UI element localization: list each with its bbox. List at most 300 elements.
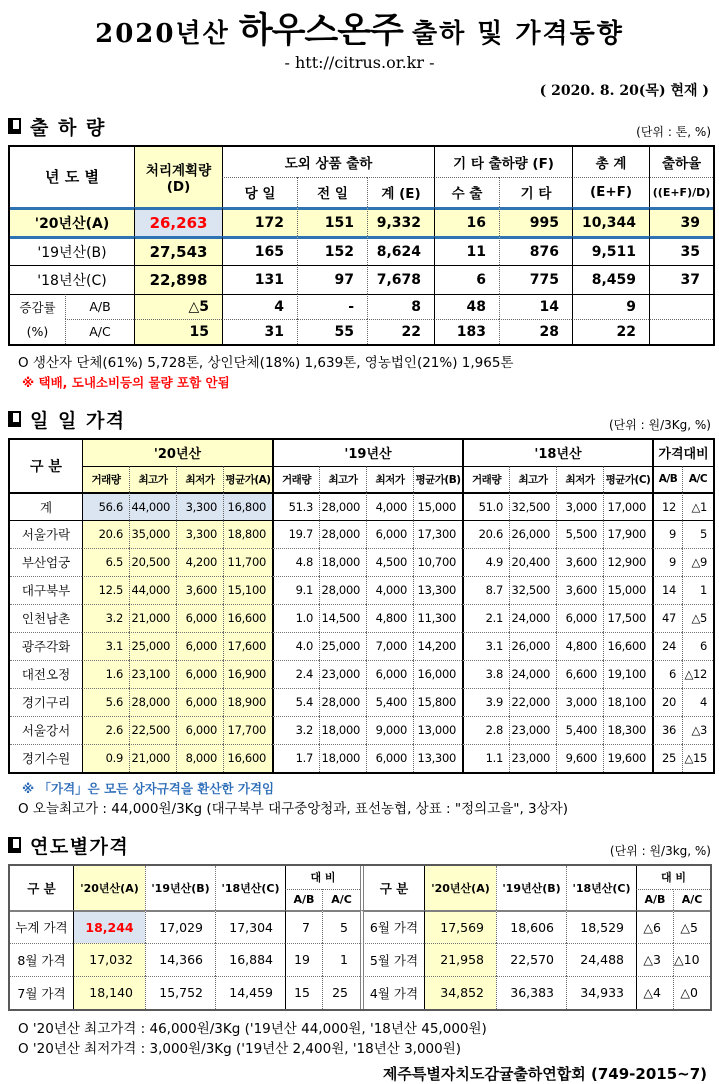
daily-section-title: [8, 406, 126, 433]
value-cell: 183: [434, 319, 499, 344]
value-cell: 18,000: [319, 716, 366, 744]
value-cell: 20,500: [129, 548, 176, 576]
value-cell: 3,600: [556, 548, 603, 576]
shipment-table: [8, 145, 715, 346]
col-group-price-compare: 가격대비: [652, 440, 713, 466]
value-cell: [649, 294, 713, 319]
compare-cell: △15: [682, 744, 713, 772]
value-cell: 6,000: [176, 716, 223, 744]
value-cell: 28,000: [319, 520, 366, 548]
col-group-etc-shipment: 기 타 출하량 (F): [434, 147, 572, 177]
value-cell: 24,000: [509, 604, 556, 632]
value-cell: △4: [636, 976, 673, 1009]
row-label: '19년산(B): [10, 236, 134, 265]
col-header-rate: 출하율: [649, 147, 713, 177]
daily-header-row2: [10, 466, 713, 492]
row-label: 누계 가격: [10, 910, 73, 943]
section-square-icon: [8, 118, 21, 134]
value-cell: 9,332: [367, 207, 434, 236]
col-group-year-2018: '18년산: [462, 440, 652, 466]
value-cell: 6,000: [366, 520, 413, 548]
value-cell: 15,000: [413, 492, 462, 520]
value-cell: 775: [499, 265, 572, 294]
shipment-table-row: [10, 236, 713, 265]
daily-price-row: [10, 576, 713, 604]
value-cell: 17,300: [413, 520, 462, 548]
value-cell: 1.0: [272, 604, 319, 632]
compare-cell: △5: [682, 604, 713, 632]
shipment-change-row: [10, 319, 713, 344]
value-cell: 23,000: [509, 744, 556, 772]
shipment-unit-label: (단위 : 톤, %): [636, 124, 711, 139]
col-header-ab: A/B: [636, 889, 673, 910]
value-cell: 14,366: [145, 943, 215, 976]
section-square-icon: [8, 411, 21, 427]
col-header-y18: '18년산(C): [215, 866, 285, 910]
value-cell: 25: [322, 976, 360, 1009]
value-cell: 20.6: [82, 520, 129, 548]
compare-cell: 20: [652, 688, 682, 716]
value-cell: 16,884: [215, 943, 285, 976]
daily-unit-label: (단위 : 원/3Kg, %): [608, 417, 711, 432]
shipment-header-row1: [10, 147, 713, 177]
note-season-low: O '20년산 최저가격 : 3,000원/3Kg ('19년산 2,400원, '18년산 3,000원): [18, 1040, 462, 1057]
value-cell: 22: [367, 319, 434, 344]
value-cell: 1: [322, 943, 360, 976]
daily-header-row1: [10, 440, 713, 466]
value-cell: 8,000: [176, 744, 223, 772]
value-cell: 13,000: [413, 716, 462, 744]
value-cell: 17,700: [223, 716, 272, 744]
value-cell: 6,000: [176, 604, 223, 632]
value-cell: 24,000: [509, 660, 556, 688]
daily-price-row: [10, 744, 713, 772]
value-cell: 26,000: [509, 520, 556, 548]
value-cell: 2.1: [462, 604, 509, 632]
value-cell: 8: [367, 294, 434, 319]
title-main: 하우스온주: [238, 11, 403, 51]
value-cell: △5: [673, 910, 710, 943]
col-header-high: 최고가: [319, 466, 366, 492]
as-of-date: ( 2020. 8. 20(목) 현재 ): [539, 82, 709, 99]
value-cell: 19: [285, 943, 322, 976]
col-header-year: 년 도 별: [45, 168, 99, 186]
value-cell: 6,000: [176, 660, 223, 688]
plan-cell: 26,263: [134, 207, 222, 236]
value-cell: 23,100: [129, 660, 176, 688]
plan-cell: 22,898: [134, 265, 222, 294]
row-label: 부산엄궁: [10, 548, 82, 576]
value-cell: 18,606: [496, 910, 566, 943]
daily-price-row: [10, 632, 713, 660]
value-cell: 23,000: [319, 660, 366, 688]
plan-cell: 15: [134, 319, 222, 344]
col-header-y19: '19년산(B): [145, 866, 215, 910]
value-cell: 12,900: [603, 548, 652, 576]
row-label: 8월 가격: [10, 943, 73, 976]
value-cell: 7,000: [366, 632, 413, 660]
value-cell: 13,300: [413, 744, 462, 772]
compare-cell: 24: [652, 632, 682, 660]
compare-cell: △9: [682, 548, 713, 576]
compare-cell: 47: [652, 604, 682, 632]
value-cell: 131: [222, 265, 297, 294]
shipment-section-title: [8, 113, 106, 140]
value-cell: 6,000: [176, 632, 223, 660]
value-cell: 15,000: [603, 576, 652, 604]
yearly-title-text: 연도별가격: [30, 835, 130, 858]
value-cell: 35: [649, 236, 713, 265]
value-cell: 21,958: [424, 943, 496, 976]
issuing-organization: 제주특별자치도감귤출하연합회 (749-2015~7): [382, 1064, 707, 1083]
value-cell: 9.1: [272, 576, 319, 604]
value-cell: 14,500: [319, 604, 366, 632]
value-cell: 5: [322, 910, 360, 943]
daily-price-table: [8, 438, 715, 774]
value-cell: 4,200: [176, 548, 223, 576]
daily-notes: [8, 779, 711, 819]
value-cell: 11: [434, 236, 499, 265]
value-cell: 37: [649, 265, 713, 294]
col-header-ab: A/B: [285, 889, 322, 910]
value-cell: 11,700: [223, 548, 272, 576]
note-season-high: O '20년산 최고가격 : 46,000원/3Kg ('19년산 44,000원, '18년산 45,000원): [18, 1020, 487, 1037]
value-cell: 17,600: [223, 632, 272, 660]
title-prefix: 2020년산: [95, 19, 230, 49]
value-cell: 97: [297, 265, 367, 294]
col-header-plan-line1: 처리계획량: [145, 162, 212, 179]
value-cell: 14: [499, 294, 572, 319]
row-label: 광주각화: [10, 632, 82, 660]
col-header-day: 당 일: [222, 177, 297, 207]
col-header-y18: '18년산(C): [566, 866, 636, 910]
value-cell: 9,600: [556, 744, 603, 772]
value-cell: 18,000: [319, 744, 366, 772]
value-cell: 5.4: [272, 688, 319, 716]
value-cell: 6,000: [176, 688, 223, 716]
value-cell: 24,488: [566, 943, 636, 976]
daily-price-row: [10, 660, 713, 688]
col-header-etc: 기 타: [499, 177, 572, 207]
col-header-ac: A/C: [322, 889, 360, 910]
value-cell: 4.8: [272, 548, 319, 576]
compare-cell: △1: [682, 492, 713, 520]
value-cell: 20,400: [509, 548, 556, 576]
value-cell: 16,000: [413, 660, 462, 688]
row-label: '18년산(C): [10, 265, 134, 294]
value-cell: 7,678: [367, 265, 434, 294]
value-cell: 19.7: [272, 520, 319, 548]
value-cell: 8,459: [572, 265, 649, 294]
value-cell: 18,800: [223, 520, 272, 548]
col-header-total-e: 계 (E): [367, 177, 434, 207]
value-cell: 34,933: [566, 976, 636, 1009]
value-cell: 22,570: [496, 943, 566, 976]
value-cell: 28,000: [319, 688, 366, 716]
value-cell: 25,000: [129, 632, 176, 660]
document-title: [8, 0, 711, 51]
value-cell: △0: [673, 976, 710, 1009]
col-group-year-2020: '20년산: [82, 440, 272, 466]
row-label: '20년산(A): [10, 207, 134, 236]
value-cell: 51.0: [462, 492, 509, 520]
value-cell: 18,300: [603, 716, 652, 744]
value-cell: 2.6: [82, 716, 129, 744]
value-cell: 17,000: [603, 492, 652, 520]
value-cell: 20.6: [462, 520, 509, 548]
value-cell: 5,400: [366, 688, 413, 716]
value-cell: 22: [572, 319, 649, 344]
value-cell: 172: [222, 207, 297, 236]
col-header-total-ef: (E+F): [572, 177, 649, 207]
value-cell: 17,304: [215, 910, 285, 943]
col-header-export: 수 출: [434, 177, 499, 207]
value-cell: -: [297, 294, 367, 319]
value-cell: △10: [673, 943, 710, 976]
daily-price-row: [10, 520, 713, 548]
row-label: 서울가락: [10, 520, 82, 548]
col-header-avg-c: 평균가(C): [603, 466, 652, 492]
shipment-table-row: [10, 265, 713, 294]
value-cell: 995: [499, 207, 572, 236]
value-cell: 17,500: [603, 604, 652, 632]
value-cell: 14,459: [215, 976, 285, 1009]
col-header-ac: A/C: [682, 466, 713, 492]
compare-cell: 6: [652, 660, 682, 688]
value-cell: 3,300: [176, 520, 223, 548]
value-cell: 56.6: [82, 492, 129, 520]
value-cell: 21,000: [129, 604, 176, 632]
col-group-compare: 대 비: [285, 866, 360, 889]
value-cell: 9: [572, 294, 649, 319]
value-cell: 35,000: [129, 520, 176, 548]
value-cell: 4.0: [272, 632, 319, 660]
value-cell: 26,000: [509, 632, 556, 660]
value-cell: 3.2: [272, 716, 319, 744]
note-price-conversion: ※ 「가격」은 모든 상자규격을 환산한 가격임: [22, 780, 275, 796]
value-cell: 22,500: [129, 716, 176, 744]
compare-cell: 12: [652, 492, 682, 520]
compare-cell: 25: [652, 744, 682, 772]
daily-price-row: [10, 548, 713, 576]
value-cell: 22,000: [509, 688, 556, 716]
value-cell: 3,600: [556, 576, 603, 604]
col-header-high: 최고가: [509, 466, 556, 492]
value-cell: 14,200: [413, 632, 462, 660]
col-header-low: 최저가: [176, 466, 223, 492]
value-cell: 16,600: [223, 744, 272, 772]
value-cell: 3.2: [82, 604, 129, 632]
value-cell: 28: [499, 319, 572, 344]
value-cell: 21,000: [129, 744, 176, 772]
compare-cell: 36: [652, 716, 682, 744]
value-cell: 4,000: [366, 492, 413, 520]
value-cell: 15,100: [223, 576, 272, 604]
daily-title-text: 일 일 가격: [30, 409, 126, 432]
value-cell: 6,000: [366, 660, 413, 688]
value-cell: 1.6: [82, 660, 129, 688]
yearly-section-title: [8, 832, 129, 859]
change-group-label: (%): [26, 323, 49, 339]
col-header-volume: 거래량: [82, 466, 129, 492]
value-cell: 17,900: [603, 520, 652, 548]
value-cell: 4: [222, 294, 297, 319]
daily-price-row: [10, 716, 713, 744]
compare-cell: 9: [652, 548, 682, 576]
col-header-avg-b: 평균가(B): [413, 466, 462, 492]
col-header-ab: A/B: [652, 466, 682, 492]
yearly-unit-label: (단위 : 원/3kg, %): [609, 843, 711, 858]
value-cell: 32,500: [509, 492, 556, 520]
value-cell: 16,900: [223, 660, 272, 688]
value-cell: 18,244: [73, 910, 145, 943]
col-header-plan: [134, 147, 222, 207]
value-cell: 3.1: [462, 632, 509, 660]
value-cell: 28,000: [129, 688, 176, 716]
value-cell: 3.8: [462, 660, 509, 688]
shipment-title-text: 출 하 량: [30, 116, 106, 139]
col-header-avg-a: 평균가(A): [223, 466, 272, 492]
col-group-year-2019: '19년산: [272, 440, 462, 466]
value-cell: 28,000: [319, 492, 366, 520]
value-cell: 15,752: [145, 976, 215, 1009]
value-cell: 11,300: [413, 604, 462, 632]
compare-cell: △12: [682, 660, 713, 688]
compare-cell: 4: [682, 688, 713, 716]
shipment-change-row: [10, 294, 713, 319]
value-cell: 16,800: [223, 492, 272, 520]
title-suffix: 출하 및 가격동향: [411, 19, 624, 49]
col-header-division: 구 분: [27, 880, 56, 896]
value-cell: 151: [297, 207, 367, 236]
yearly-price-row: [10, 943, 710, 976]
value-cell: 55: [297, 319, 367, 344]
col-header-volume: 거래량: [462, 466, 509, 492]
value-cell: 18,900: [223, 688, 272, 716]
value-cell: 10,700: [413, 548, 462, 576]
value-cell: 0.9: [82, 744, 129, 772]
value-cell: 19,600: [603, 744, 652, 772]
value-cell: 13,300: [413, 576, 462, 604]
row-label: 경기구리: [10, 688, 82, 716]
note-today-high: O 오늘최고가 : 44,000원/3Kg (대구북부 대구중앙청과, 표선농협, 상표 : "정의고을", 3상자): [18, 800, 568, 817]
value-cell: 3,000: [556, 492, 603, 520]
value-cell: 4,800: [556, 632, 603, 660]
value-cell: 165: [222, 236, 297, 265]
value-cell: 9,511: [572, 236, 649, 265]
row-label: 7월 가격: [10, 976, 73, 1009]
value-cell: 6: [434, 265, 499, 294]
daily-price-row: [10, 492, 713, 520]
col-header-prev-day: 전 일: [297, 177, 367, 207]
col-group-outside-shipment: 도외 상품 출하: [222, 147, 434, 177]
value-cell: 18,529: [566, 910, 636, 943]
value-cell: 48: [434, 294, 499, 319]
row-label: A/C: [65, 319, 134, 344]
value-cell: 17,029: [145, 910, 215, 943]
value-cell: 2.4: [272, 660, 319, 688]
value-cell: 15,800: [413, 688, 462, 716]
value-cell: 7: [285, 910, 322, 943]
value-cell: 3,300: [176, 492, 223, 520]
yearly-price-row: [10, 910, 710, 943]
plan-cell: △5: [134, 294, 222, 319]
value-cell: 18,000: [319, 548, 366, 576]
value-cell: 4,500: [366, 548, 413, 576]
col-header-volume: 거래량: [272, 466, 319, 492]
col-header-division: 구 분: [30, 458, 62, 475]
row-label: 대구북부: [10, 576, 82, 604]
value-cell: 3,600: [176, 576, 223, 604]
value-cell: 31: [222, 319, 297, 344]
value-cell: 6,000: [556, 604, 603, 632]
change-group-label: 증감률: [10, 294, 65, 319]
value-cell: 10,344: [572, 207, 649, 236]
value-cell: 9,000: [366, 716, 413, 744]
value-cell: 18,100: [603, 688, 652, 716]
value-cell: 6,000: [366, 744, 413, 772]
value-cell: 3,000: [556, 688, 603, 716]
site-url: - htt://citrus.or.kr -: [284, 52, 435, 72]
value-cell: 8.7: [462, 576, 509, 604]
value-cell: 16,600: [603, 632, 652, 660]
shipment-table-row: [10, 207, 713, 236]
value-cell: 51.3: [272, 492, 319, 520]
row-label: 계: [10, 492, 82, 520]
value-cell: 17,032: [73, 943, 145, 976]
value-cell: 12.5: [82, 576, 129, 604]
value-cell: 152: [297, 236, 367, 265]
value-cell: 25,000: [319, 632, 366, 660]
value-cell: [649, 319, 713, 344]
compare-cell: 9: [652, 520, 682, 548]
value-cell: 2.8: [462, 716, 509, 744]
col-header-high: 최고가: [129, 466, 176, 492]
value-cell: 1.7: [272, 744, 319, 772]
row-label: 서울강서: [10, 716, 82, 744]
value-cell: 876: [499, 236, 572, 265]
row-label: 5월 가격: [360, 943, 424, 976]
value-cell: 16,600: [223, 604, 272, 632]
value-cell: 36,383: [496, 976, 566, 1009]
value-cell: △6: [636, 910, 673, 943]
col-header-y20: '20년산(A): [424, 866, 496, 910]
note-producer-breakdown: O 생산자 단체(61%) 5,728톤, 상인단체(18%) 1,639톤, 영농법인(21%) 1,965톤: [18, 354, 514, 371]
value-cell: 15: [285, 976, 322, 1009]
shipment-notes: [8, 353, 711, 393]
compare-cell: 1: [682, 576, 713, 604]
value-cell: 28,000: [319, 576, 366, 604]
row-label: A/B: [65, 294, 134, 319]
col-header-division: 구 분: [360, 866, 424, 910]
row-label: 6월 가격: [360, 910, 424, 943]
value-cell: 39: [649, 207, 713, 236]
value-cell: 17,569: [424, 910, 496, 943]
value-cell: 3.9: [462, 688, 509, 716]
value-cell: △3: [636, 943, 673, 976]
col-header-ac: A/C: [673, 889, 710, 910]
value-cell: 19,100: [603, 660, 652, 688]
value-cell: 5,400: [556, 716, 603, 744]
row-label: 대전오정: [10, 660, 82, 688]
col-header-rate-formula: ((E+F)/D): [649, 177, 713, 207]
note-exclusion-warning: ※ 택배, 도내소비등의 물량 포함 안됨: [22, 374, 230, 390]
value-cell: 34,852: [424, 976, 496, 1009]
col-header-y20: '20년산(A): [73, 866, 145, 910]
compare-cell: 6: [682, 632, 713, 660]
row-label: 4월 가격: [360, 976, 424, 1009]
value-cell: 4.9: [462, 548, 509, 576]
